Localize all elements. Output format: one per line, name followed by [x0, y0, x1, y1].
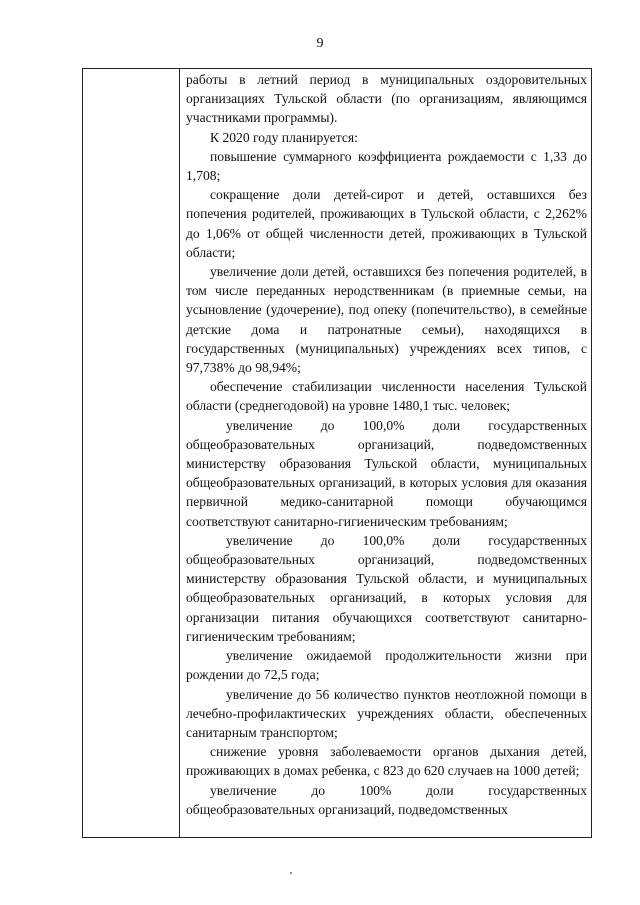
paragraph: увеличение до 100,0% доли государственных общеобразовательных организаций, подведомственных министерству образования Тульской области, муниципальных общеобразовательных организаций, в которых условия для оказания первичной медико-санитарной помощи обучающимся соответствуют санитарно-гигиеническим требованиям; — [186, 417, 587, 529]
scan-speck — [290, 872, 292, 874]
paragraph: обеспечение стабилизации численности населения Тульской области (среднегодовой) на уровне 1480,1 тыс. человек; — [186, 379, 587, 414]
paragraph: увеличение до 56 количество пунктов неотложной помощи в лечебно-профилактических учреждениях области, обеспеченных санитарным транспортом; — [186, 686, 587, 740]
paragraph: работы в летний период в муниципальных оздоровительных организациях Тульской области (по организациям, являющимся участниками программы). — [186, 72, 587, 126]
paragraph: снижение уровня заболеваемости органов дыхания детей, проживающих в домах ребенка, с 823 до 620 случаев на 1000 детей; — [186, 744, 587, 779]
left-column-cell — [83, 69, 180, 838]
paragraph: увеличение до 100,0% доли государственных общеобразовательных организаций, подведомственных министерству образования Тульской области, и муниципальных общеобразовательных организаций, в которых условия для организации питания обучающихся соответствуют санитарно-гигиеническим требованиям; — [186, 532, 587, 644]
paragraph: сокращение доли детей-сирот и детей, оставшихся без попечения родителей, проживающих в Тульской области, с 2,262% до 1,06% от общей численности детей, проживающих в Тульской области; — [186, 187, 587, 260]
paragraph: повышение суммарного коэффициента рождаемости с 1,33 до 1,708; — [186, 148, 587, 184]
right-column-cell — [180, 69, 592, 838]
table-row — [83, 69, 592, 838]
paragraph: К 2020 году планируется: — [210, 129, 358, 145]
document-table — [82, 68, 592, 838]
paragraph: увеличение до 100% доли государственных общеобразовательных организаций, подведомственных — [186, 782, 587, 817]
paragraph: увеличение ожидаемой продолжительности жизни при рождении до 72,5 года; — [186, 648, 587, 683]
paragraph: увеличение доли детей, оставшихся без попечения родителей, в том числе переданных неродственникам (в приемные семьи, на усыновление (удочерение), под опеку (попечительство), в семейные детские дома и патронатные семьи), находящихся в государственных (муниципальных) учреждениях всех типов, с 97,738% до 98,94%; — [186, 264, 587, 376]
page-number: 9 — [316, 36, 324, 51]
